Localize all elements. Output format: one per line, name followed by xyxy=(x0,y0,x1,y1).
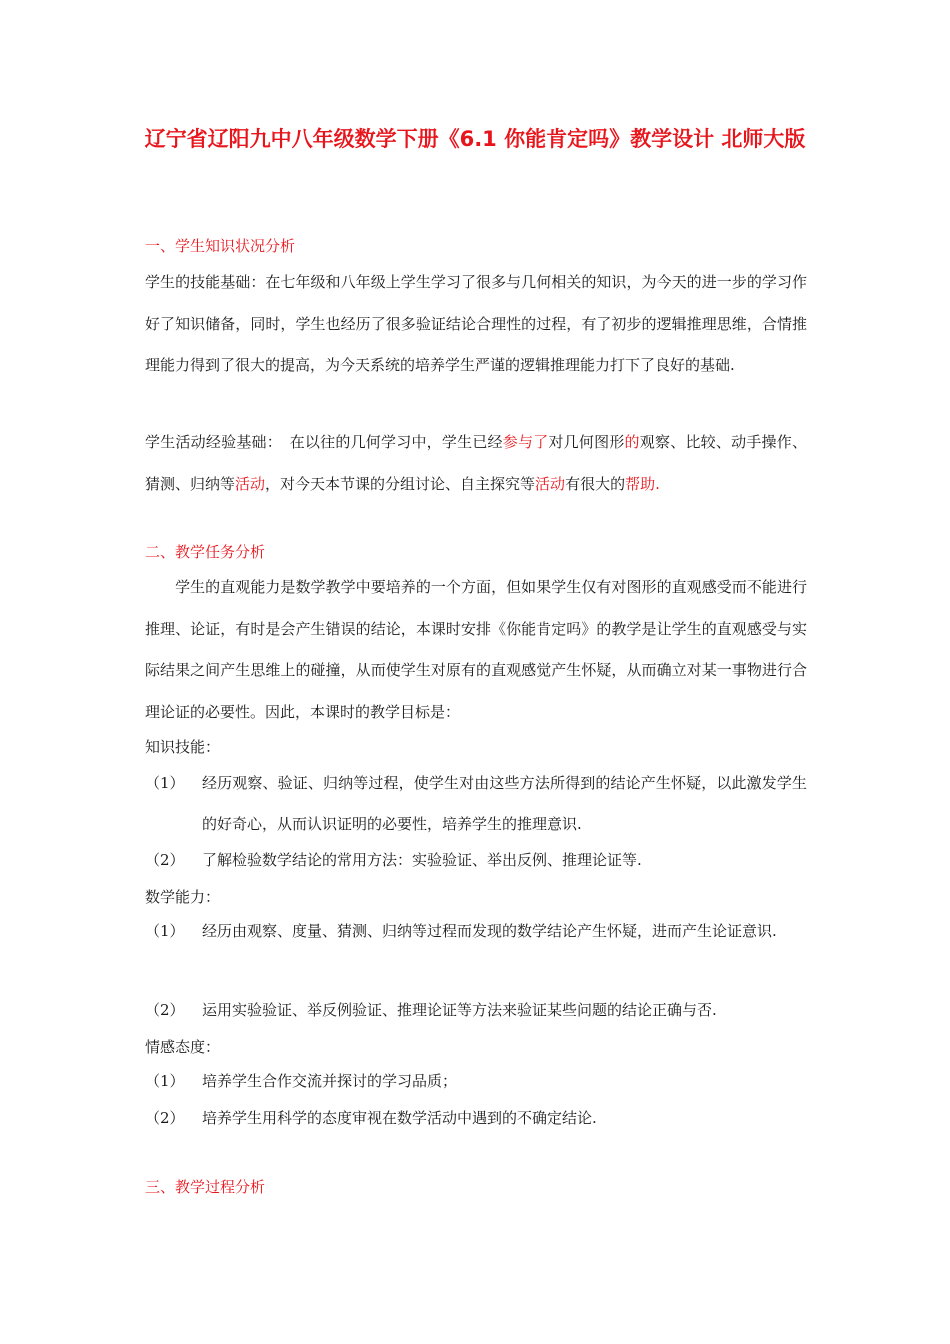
list-number: （1） xyxy=(145,922,185,940)
attitude-item-2 xyxy=(145,1098,807,1139)
p2-highlight-3: 活动 xyxy=(235,474,266,493)
knowledge-label: 知识技能： xyxy=(145,738,221,756)
knowledge-item-2 xyxy=(145,840,807,881)
list-text: 培养学生合作交流并探讨的学习品质； xyxy=(202,1072,458,1090)
section-1-heading: 一、学生知识状况分析 xyxy=(145,237,296,255)
p2-text-5: 有很大的 xyxy=(565,474,626,493)
section-3-heading: 三、教学过程分析 xyxy=(145,1178,266,1196)
p2-text-2: 对几何图形 xyxy=(548,433,625,451)
list-number: （2） xyxy=(145,1109,185,1127)
list-number: （2） xyxy=(145,851,185,869)
list-number: （1） xyxy=(145,774,185,792)
document-title: 辽宁省辽阳九中八年级数学下册《6.1 你能肯定吗》教学设计 北师大版 xyxy=(144,127,806,151)
p2-highlight-4: 活动 xyxy=(535,474,566,493)
attitude-label: 情感态度： xyxy=(145,1038,221,1056)
section-1-paragraph-1: 学生的技能基础：在七年级和八年级上学生学习了很多与几何相关的知识，为今天的进一步的学习作好了知识储备，同时，学生也经历了很多验证结论合理性的过程，有了初步的逻辑推理思维，合情推理能力得到了很大的提高，为今天系统的培养学生严谨的逻辑推理能力打下了良好的基础. xyxy=(145,273,807,374)
list-number: （2） xyxy=(145,1001,185,1019)
attitude-item-1 xyxy=(145,1061,807,1102)
p2-highlight-5: 帮助 xyxy=(625,474,656,493)
list-text: 了解检验数学结论的常用方法：实验验证、举出反例、推理论证等. xyxy=(202,851,642,869)
ability-item-1 xyxy=(145,911,807,952)
p2-highlight-6: . xyxy=(655,474,660,493)
section-1-paragraph-2 xyxy=(145,422,807,505)
ability-item-2 xyxy=(145,990,807,1031)
p2-highlight-1: 参与了 xyxy=(502,433,549,451)
ability-label: 数学能力： xyxy=(145,888,221,906)
p2-text-1: 学生活动经验基础： 在以往的几何学习中，学生已经 xyxy=(145,433,503,451)
p2-text-4: ，对今天本节课的分组讨论、自主探究等 xyxy=(265,474,536,493)
list-number: （1） xyxy=(145,1072,185,1090)
section-2-paragraph-1: 学生的直观能力是数学教学中要培养的一个方面，但如果学生仅有对图形的直观感受而不能进行推理、论证，有时是会产生错误的结论，本课时安排《你能肯定吗》的教学是让学生的直观感受与实际结果之间产生思维上的碰撞，从而使学生对原有的直观感觉产生怀疑，从而确立对某一事物进行合理论证的必要性。因此，本课时的教学目标是： xyxy=(145,578,807,721)
knowledge-item-1 xyxy=(145,763,807,845)
list-text: 培养学生用科学的态度审视在数学活动中遇到的不确定结论. xyxy=(202,1109,597,1127)
list-text: 经历观察、验证、归纳等过程，使学生对由这些方法所得到的结论产生怀疑，以此激发学生的好奇心，从而认识证明的必要性，培养学生的推理意识. xyxy=(202,774,807,833)
p2-highlight-2: 的 xyxy=(624,433,640,451)
list-text: 运用实验验证、举反例验证、推理论证等方法来验证某些问题的结论正确与否. xyxy=(202,1001,717,1019)
p2-text-3: 观察、比较、动手操作、猜测、归纳等 xyxy=(145,433,807,493)
list-text: 经历由观察、度量、猜测、归纳等过程而发现的数学结论产生怀疑，进而产生论证意识. xyxy=(202,922,777,940)
section-2-heading: 二、教学任务分析 xyxy=(145,543,266,561)
